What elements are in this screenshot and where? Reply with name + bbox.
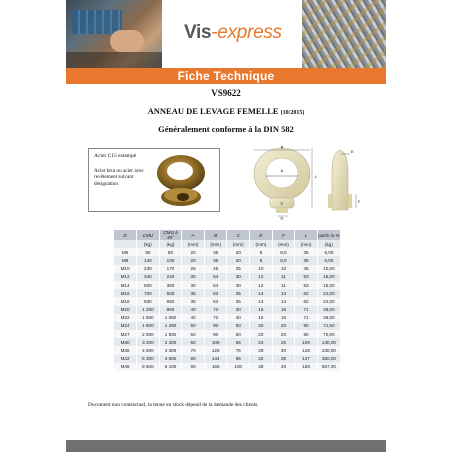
table-cell: 24,00 [317,297,340,305]
table-cell: 30 [182,273,205,281]
table-cell: 90 [295,330,318,338]
table-cell: 350 [159,281,182,289]
table-cell: 700 [137,289,160,297]
table-row [114,297,340,305]
table-row [114,314,340,322]
table-cell: 20 [250,330,273,338]
table-cell: 10,00 [317,265,340,273]
table-cell: 53 [295,281,318,289]
table-cell: 16 [250,314,273,322]
table-cell: 71 [295,314,318,322]
table-cell: 1 800 [137,322,160,330]
col-header: poids /u % [317,230,340,240]
unit-cell: (mm) [204,240,227,248]
table-cell: M27 [114,330,137,338]
table-cell: 36,00 [317,314,340,322]
unit-cell: (mm) [250,240,273,248]
table-cell: 1 830 [159,330,182,338]
table-cell: 20 [272,330,295,338]
dim-label-a: A [280,168,284,173]
table-cell: 53 [295,273,318,281]
table-cell: 100 [159,256,182,264]
table-cell: 860 [159,306,182,314]
dim-label-f: F [358,199,361,204]
lifting-eye-photo [147,151,219,211]
table-cell: M20 [114,306,137,314]
table-cell: 35 [182,297,205,305]
dim-label-d: D [280,215,284,220]
table-cell: 50 [227,330,250,338]
table-cell: 11 [272,273,295,281]
table-cell: 90 [182,363,205,371]
table-cell: M8 [114,256,137,264]
table-cell: 20 [182,248,205,256]
material-note: Acier C15 estampé [94,153,137,159]
table-cell: M12 [114,273,137,281]
unit-cell: (mm) [272,240,295,248]
table-cell: 13 [272,289,295,297]
table-cell: 8,5 [272,256,295,264]
table-cell: 108 [204,338,227,346]
table-cell: 3 300 [159,346,182,354]
finish-note: Acier brut ou acier avec revêtement suivant désignation [94,168,144,187]
workbench-stripe [66,52,162,68]
table-cell: 12 [250,281,273,289]
table-cell: 38 [250,363,273,371]
table-cell: 60 [182,338,205,346]
header-photo-tools [66,0,162,68]
table-cell: 72 [204,306,227,314]
table-cell: 13 [272,297,295,305]
table-cell: 1 200 [137,306,160,314]
table-cell: 8 600 [137,363,160,371]
table-cell: M16 [114,289,137,297]
table-row [114,330,340,338]
table-cell: 650 [159,297,182,305]
col-header: D [114,230,137,240]
table-cell: 500 [159,289,182,297]
table-cell: 63 [204,297,227,305]
table-cell: 20 [227,248,250,256]
product-title [0,106,452,116]
table-row [114,338,340,346]
table-cell: 140 [137,256,160,264]
product-reference: VS9622 [211,88,241,98]
table-cell: 72 [204,314,227,322]
table-cell: 36 [295,248,318,256]
header-photo-screws [302,0,386,68]
table-row [114,256,340,264]
table-cell: 144 [204,355,227,363]
table-cell: 10 [250,265,273,273]
table-cell: 2 300 [159,338,182,346]
table-cell: 45 [295,265,318,273]
table-header-row [114,230,340,240]
table-cell: 350,00 [317,355,340,363]
table-cell: 340 [137,273,160,281]
table-cell: 4 500 [159,355,182,363]
table-cell: 11 [272,281,295,289]
table-cell: M24 [114,322,137,330]
table-cell: 54 [204,273,227,281]
header [66,0,386,68]
table-cell: M10 [114,265,137,273]
table-row [114,322,340,330]
unit-cell [114,240,137,248]
dim-label-c: C [280,200,284,206]
table-cell: 16,00 [317,273,340,281]
table-cell: 16 [272,314,295,322]
table-cell: M18 [114,297,137,305]
table-cell: 10 [272,265,295,273]
table-cell: 24,00 [317,289,340,297]
table-cell: 40 [182,306,205,314]
table-cell: 30 [182,281,205,289]
table-cell: 40 [227,306,250,314]
product-title-date: (10/2015) [280,110,305,116]
table-cell: 20 [272,322,295,330]
table-cell: 85 [227,355,250,363]
table-row [114,346,340,354]
dim-label-e: E [351,149,354,154]
banner-title: Fiche Technique [177,69,275,83]
table-cell: 128 [295,346,318,354]
table-cell: 20 [182,256,205,264]
table-cell: 62 [295,289,318,297]
table-cell: 65 [227,338,250,346]
table-row [114,355,340,363]
col-header: F [272,230,295,240]
table-cell: 24 [250,338,273,346]
table-cell: 147 [295,355,318,363]
table-cell: 4 600 [137,346,160,354]
unit-cell: (kg) [317,240,340,248]
dimension-schematic [240,144,368,220]
table-cell: 35 [227,289,250,297]
table-cell: 16 [272,306,295,314]
table-cell: 54 [204,281,227,289]
table-cell: 20 [250,322,273,330]
product-standard: Généralement conforme à la DIN 582 [158,124,294,134]
table-cell: 90 [204,330,227,338]
table-row [114,289,340,297]
table-cell: 8,5 [272,248,295,256]
product-title-text: ANNEAU DE LEVAGE FEMELLE [147,106,279,116]
table-row [114,265,340,273]
table-row [114,281,340,289]
table-cell: 14 [250,289,273,297]
logo-accent: -express [211,22,282,43]
hand-shape [110,30,144,52]
tool-tray [72,10,122,34]
footnote: Document non contractuel, la tenue en stock dépend de la demande des clients. [88,402,259,408]
spec-table [114,230,340,371]
table-cell: 40 [272,363,295,371]
table-cell: 30 [272,346,295,354]
table-cell: 12 [250,273,273,281]
table-cell: 8 [250,256,273,264]
table-cell: 1 290 [159,322,182,330]
table-cell: 500 [137,281,160,289]
brand-logo [184,22,282,44]
table-cell: 40 [182,314,205,322]
table-cell: 71,50 [317,322,340,330]
col-header: CMU [137,230,160,240]
table-cell: 6 300 [137,355,160,363]
product-photo-box [88,148,220,212]
table-cell: 35 [227,297,250,305]
table-cell: 6,00 [317,248,340,256]
table-cell: 90 [204,322,227,330]
col-header: A [182,230,205,240]
table-cell: 126 [204,346,227,354]
table-cell: 6,00 [317,256,340,264]
screws-texture [302,0,386,68]
unit-cell: (mm) [182,240,205,248]
table-cell: 50 [227,322,250,330]
table-row [114,363,340,371]
table-cell: 8 [250,248,273,256]
col-header: B [204,230,227,240]
table-cell: 30 [227,281,250,289]
logo-main: Vis [184,22,212,43]
table-cell: 75 [227,346,250,354]
table-cell: M6 [114,248,137,256]
table-cell: M14 [114,281,137,289]
table-cell: 25 [272,338,295,346]
footer-bar [66,440,386,452]
table-cell: 25 [227,265,250,273]
table-cell: 30 [227,273,250,281]
table-cell: M48 [114,363,137,371]
table-cell: 166 [204,363,227,371]
table-units-row [114,240,340,248]
dim-label-b: B [280,144,284,150]
table-cell: 2 500 [137,330,160,338]
table-row [114,248,340,256]
table-cell: M30 [114,338,137,346]
table-cell: 90 [137,248,160,256]
table-cell: 170 [159,265,182,273]
table-cell: 71 [295,306,318,314]
table-cell: 230,00 [317,346,340,354]
table-cell: 50 [159,248,182,256]
table-cell: 930 [137,297,160,305]
unit-cell: (mm) [227,240,250,248]
table-cell: 140,00 [317,338,340,346]
table-cell: 36 [204,256,227,264]
table-cell: 15,00 [317,281,340,289]
table-cell: 36 [204,248,227,256]
table-body [114,240,340,371]
col-header: E [250,230,273,240]
table-cell: 6 100 [159,363,182,371]
table-cell: 50 [182,330,205,338]
table-cell: M42 [114,355,137,363]
table-cell: 28 [250,346,273,354]
col-header: C [227,230,250,240]
table-cell: 567,00 [317,363,340,371]
table-row [114,306,340,314]
table-cell: 90 [295,322,318,330]
table-row [114,273,340,281]
col-header: CMU à 45° [159,230,182,240]
table-cell: 70,00 [317,330,340,338]
table-cell: 1 050 [159,314,182,322]
table-cell: M22 [114,314,137,322]
unit-cell: (mm) [295,240,318,248]
table-cell: 14 [250,297,273,305]
table-cell: 25 [182,265,205,273]
table-cell: 45 [204,265,227,273]
table-cell: 240 [159,273,182,281]
table-cell: 40 [227,314,250,322]
table-cell: 3 200 [137,338,160,346]
table-cell: 109 [295,338,318,346]
unit-cell: (kg) [137,240,160,248]
table-cell: 230 [137,265,160,273]
table-cell: 20 [227,256,250,264]
table-cell: 62 [295,297,318,305]
table-cell: 80 [182,355,205,363]
table-cell: 50 [182,322,205,330]
table-cell: M36 [114,346,137,354]
table-cell: 36 [295,256,318,264]
table-cell: 70 [182,346,205,354]
col-header: L [295,230,318,240]
table-cell: 100 [227,363,250,371]
table-cell: 63 [204,289,227,297]
table-cell: 1 500 [137,314,160,322]
table-cell: 32 [250,355,273,363]
table-cell: 35 [182,289,205,297]
table-cell: 158 [295,363,318,371]
dim-label-l: L [315,174,318,179]
table-cell: 35 [272,355,295,363]
banner [66,68,386,84]
unit-cell: (kg) [159,240,182,248]
table-cell: 36,00 [317,306,340,314]
table-cell: 16 [250,306,273,314]
